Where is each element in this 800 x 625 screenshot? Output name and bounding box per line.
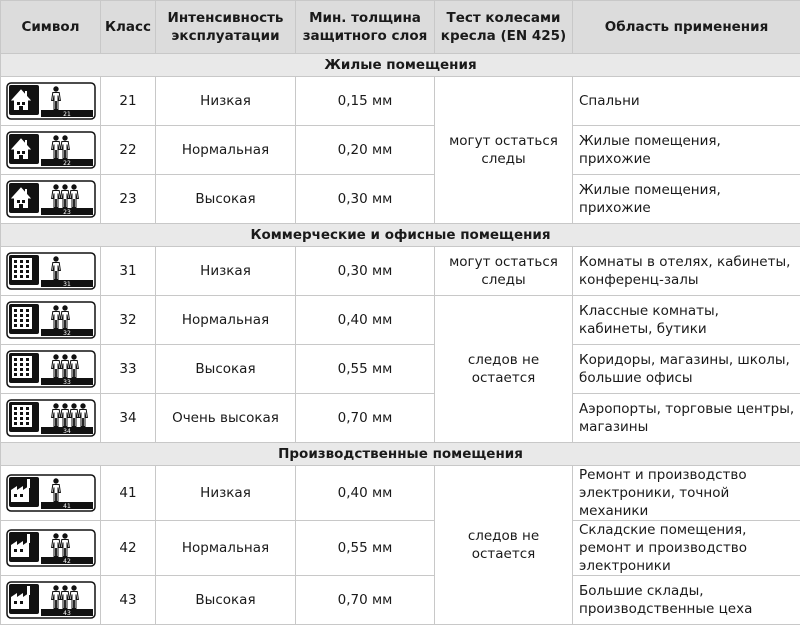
- symbol-cell: [1, 126, 101, 175]
- table-row: [1, 394, 800, 443]
- class-cell: 22: [101, 126, 156, 175]
- class-symbol-icon: [6, 301, 96, 339]
- application-cell: Жилые помещения, прихожие: [573, 175, 800, 224]
- class-symbol-icon: [6, 399, 96, 437]
- thickness-cell: 0,30 мм: [296, 175, 435, 224]
- symbol-cell: [1, 77, 101, 126]
- table-row: [1, 77, 800, 126]
- header-thickness: Мин. толщина защитного слоя: [296, 1, 435, 54]
- class-cell: 34: [101, 394, 156, 443]
- intensity-cell: Высокая: [156, 576, 296, 625]
- person-figures-icon: [51, 355, 78, 378]
- table-row: [1, 576, 800, 625]
- svg-text:34: 34: [62, 428, 71, 435]
- application-cell: Аэропорты, торговые центры, магазины: [573, 394, 800, 443]
- class-cell: 41: [101, 466, 156, 521]
- thickness-cell: 0,20 мм: [296, 126, 435, 175]
- thickness-cell: 0,70 мм: [296, 576, 435, 625]
- intensity-cell: Низкая: [156, 466, 296, 521]
- class-symbol-icon: [6, 474, 96, 512]
- application-cell: Классные комнаты, кабинеты, бутики: [573, 296, 800, 345]
- application-cell: Жилые помещения, прихожие: [573, 126, 800, 175]
- intensity-cell: Нормальная: [156, 126, 296, 175]
- section-header: [1, 224, 800, 247]
- svg-text:22: 22: [62, 160, 71, 167]
- section-title: Коммерческие и офисные помещения: [1, 224, 800, 247]
- class-cell: 33: [101, 345, 156, 394]
- class-symbol-icon: [6, 180, 96, 218]
- application-cell: Коридоры, магазины, школы, большие офисы: [573, 345, 800, 394]
- class-symbol-icon: [6, 350, 96, 388]
- svg-text:42: 42: [62, 558, 71, 565]
- svg-text:23: 23: [62, 209, 71, 216]
- class-cell: 21: [101, 77, 156, 126]
- intensity-cell: Низкая: [156, 247, 296, 296]
- header-chair-test: Тест колесами кресла (EN 425): [435, 1, 573, 54]
- chair-test-cell: могут остаться следы: [435, 247, 573, 296]
- class-symbol-icon: [6, 131, 96, 169]
- section-header: [1, 443, 800, 466]
- application-cell: Ремонт и производство электроники, точной механики: [573, 466, 800, 521]
- class-symbol-icon: [6, 82, 96, 120]
- thickness-cell: 0,70 мм: [296, 394, 435, 443]
- thickness-cell: 0,30 мм: [296, 247, 435, 296]
- section-header: [1, 54, 800, 77]
- symbol-cell: [1, 521, 101, 576]
- header-intensity: Интенсивность эксплуатации: [156, 1, 296, 54]
- thickness-cell: 0,15 мм: [296, 77, 435, 126]
- table-row: [1, 466, 800, 521]
- table-row: [1, 247, 800, 296]
- svg-text:21: 21: [62, 111, 71, 118]
- table-row: [1, 126, 800, 175]
- class-cell: 43: [101, 576, 156, 625]
- chair-test-cell: могут остаться следы: [435, 77, 573, 224]
- svg-text:43: 43: [62, 610, 71, 617]
- application-cell: Складские помещения, ремонт и производство электроники: [573, 521, 800, 576]
- intensity-cell: Высокая: [156, 175, 296, 224]
- header-class: Класс: [101, 1, 156, 54]
- class-symbol-icon: [6, 252, 96, 290]
- class-symbol-icon: [6, 581, 96, 619]
- chair-test-cell: следов не остается: [435, 466, 573, 625]
- person-figures-icon: [51, 185, 78, 208]
- symbol-cell: [1, 296, 101, 345]
- class-cell: 23: [101, 175, 156, 224]
- table-row: [1, 296, 800, 345]
- application-cell: Большие склады, производственные цеха: [573, 576, 800, 625]
- person-figures-icon: [51, 586, 78, 609]
- thickness-cell: 0,55 мм: [296, 521, 435, 576]
- application-cell: Комнаты в отелях, кабинеты, конференц-залы: [573, 247, 800, 296]
- svg-text:33: 33: [62, 379, 71, 386]
- svg-text:32: 32: [62, 330, 71, 337]
- symbol-cell: [1, 345, 101, 394]
- symbol-cell: [1, 576, 101, 625]
- header-symbol: Символ: [1, 1, 101, 54]
- intensity-cell: Нормальная: [156, 521, 296, 576]
- header-row: [1, 1, 800, 54]
- intensity-cell: Высокая: [156, 345, 296, 394]
- svg-text:41: 41: [62, 503, 71, 510]
- intensity-cell: Низкая: [156, 77, 296, 126]
- table-row: [1, 521, 800, 576]
- class-cell: 42: [101, 521, 156, 576]
- table-row: [1, 345, 800, 394]
- symbol-cell: [1, 247, 101, 296]
- header-application: Область применения: [573, 1, 800, 54]
- table-row: [1, 175, 800, 224]
- application-cell: Спальни: [573, 77, 800, 126]
- thickness-cell: 0,40 мм: [296, 296, 435, 345]
- class-cell: 32: [101, 296, 156, 345]
- thickness-cell: 0,40 мм: [296, 466, 435, 521]
- svg-text:31: 31: [62, 281, 71, 288]
- symbol-cell: [1, 175, 101, 224]
- section-title: Жилые помещения: [1, 54, 800, 77]
- chair-test-cell: следов не остается: [435, 296, 573, 443]
- class-symbol-icon: [6, 529, 96, 567]
- intensity-cell: Очень высокая: [156, 394, 296, 443]
- table-body: [1, 54, 800, 625]
- class-cell: 31: [101, 247, 156, 296]
- symbol-cell: [1, 394, 101, 443]
- thickness-cell: 0,55 мм: [296, 345, 435, 394]
- section-title: Производственные помещения: [1, 443, 800, 466]
- intensity-cell: Нормальная: [156, 296, 296, 345]
- symbol-cell: [1, 466, 101, 521]
